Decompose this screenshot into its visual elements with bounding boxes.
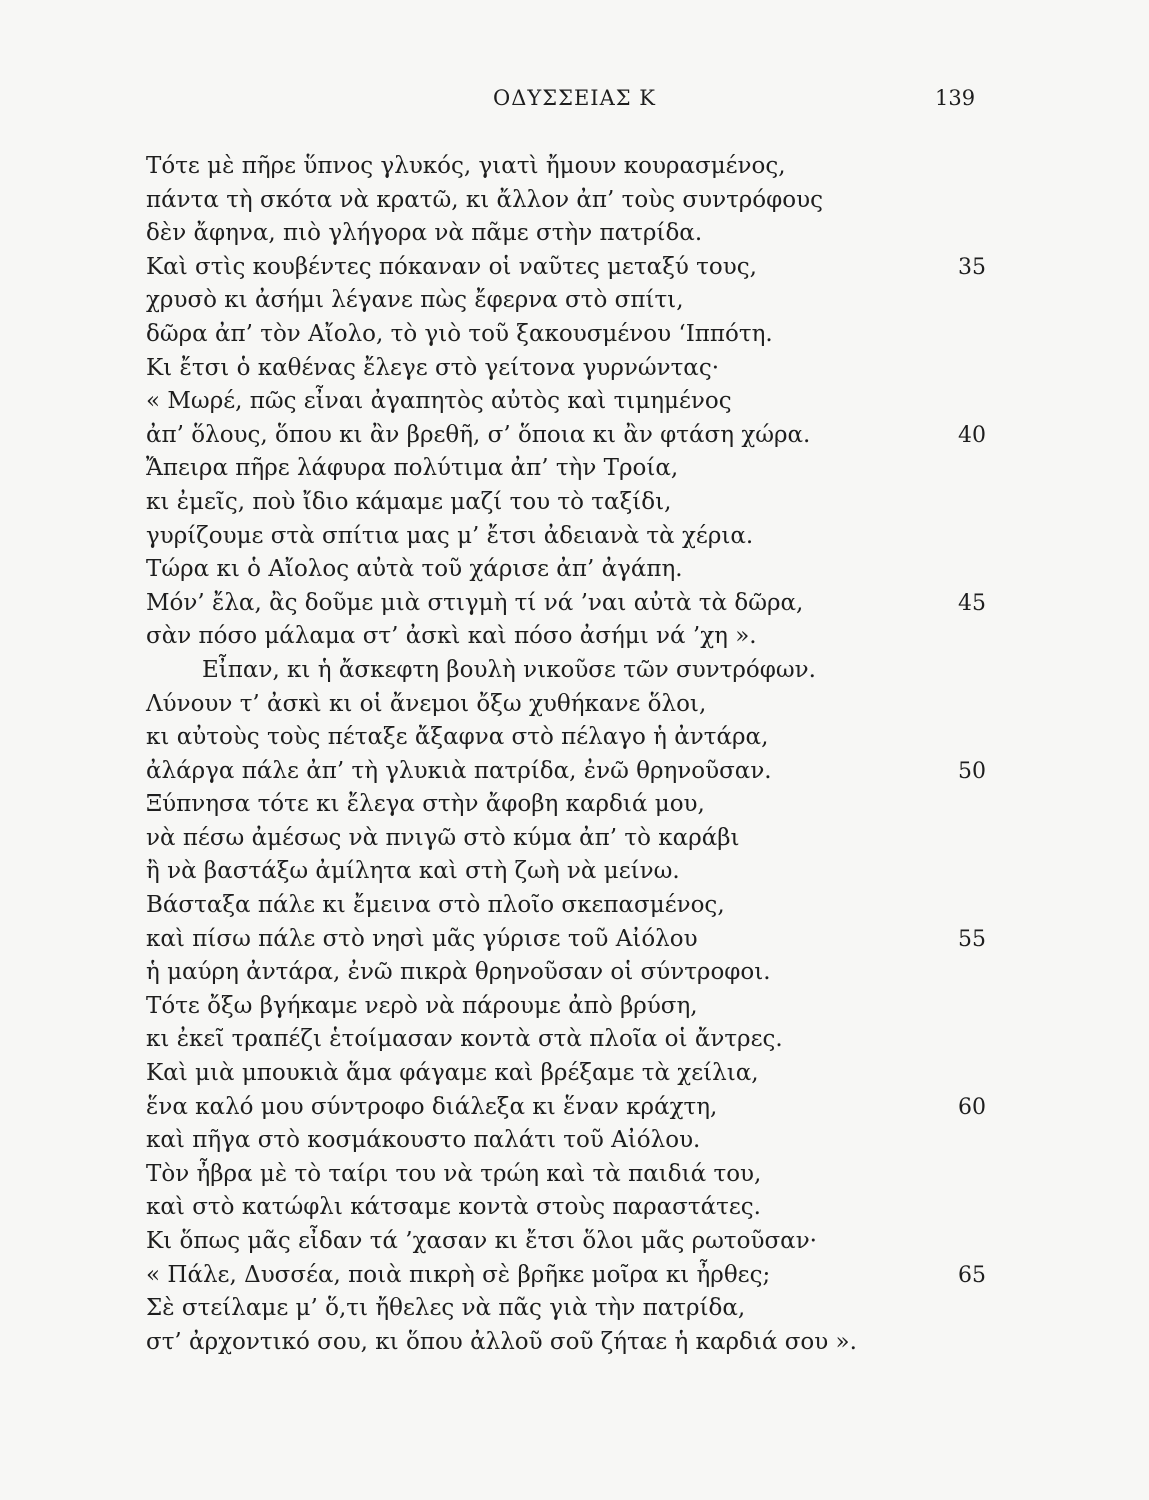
poem-line-text: Τότε μὲ πῆρε ὕπνος γλυκός, γιατὶ ἤμουν κουρασμένος,: [146, 153, 786, 179]
poem-line-text: ἀπ’ ὅλους, ὅπου κι ἂν βρεθῆ, σ’ ὅποια κι ἂν φτάση χώρα.: [146, 421, 811, 448]
poem-line: [146, 150, 996, 184]
poem-line: [146, 452, 996, 486]
poem-line: [146, 1124, 996, 1158]
poem-line: [146, 1326, 996, 1360]
poem-line-text: δῶρα ἀπ’ τὸν Αἴολο, τὸ γιὸ τοῦ ξακουσμένου ‘Ιππότη.: [146, 320, 773, 347]
poem-line-text: στ’ ἀρχοντικό σου, κι ὅπου ἀλλοῦ σοῦ ζήταε ἡ καρδιά σου ».: [146, 1328, 857, 1355]
poem-line: [146, 352, 996, 386]
poem-line: [146, 1057, 996, 1091]
poem-line-text: Σὲ στείλαμε μ’ ὅ,τι ἤθελες νὰ πᾶς γιὰ τὴν πατρίδα,: [146, 1295, 746, 1322]
line-number: 35: [958, 254, 986, 280]
poem-line-text: νὰ πέσω ἀμέσως νὰ πνιγῶ στὸ κύμα ἀπ’ τὸ καράβι: [146, 824, 740, 851]
poem-line: [146, 620, 996, 654]
poem-line: [146, 284, 996, 318]
poem-line: [146, 184, 996, 218]
poem-line-text: πάντα τὴ σκότα νὰ κρατῶ, κι ἄλλον ἀπ’ τοὺς συντρόφους: [146, 186, 823, 213]
poem-line: [146, 318, 996, 352]
poem-line-text: Μόν’ ἔλα, ἂς δοῦμε μιὰ στιγμὴ τί νά ’ναι αὐτὰ τὰ δῶρα,: [146, 589, 804, 616]
poem-line: [146, 1191, 996, 1225]
poem-line: [146, 217, 996, 251]
poem-line: [146, 788, 996, 822]
line-number: 45: [958, 590, 986, 616]
poem-line: [146, 822, 996, 856]
page-number: 139: [935, 86, 976, 110]
poem-line-text: καὶ πῆγα στὸ κοσμάκουστο παλάτι τοῦ Αἰόλου.: [146, 1127, 701, 1154]
poem-line-text: Κι ἔτσι ὁ καθένας ἔλεγε στὸ γείτονα γυρνώντας·: [146, 354, 720, 381]
poem-line: [146, 486, 996, 520]
poem-line-text: « Μωρέ, πῶς εἶναι ἀγαπητὸς αὐτὸς καὶ τιμημένος: [146, 388, 732, 415]
poem-line: [146, 654, 996, 688]
poem-line-text: κι αὐτοὺς τοὺς πέταξε ἄξαφνα στὸ πέλαγο ἡ ἀντάρα,: [146, 724, 769, 751]
poem-line-text: Καὶ στὶς κουβέντες πόκαναν οἱ ναῦτες μεταξύ τους,: [146, 253, 757, 280]
poem-line: [146, 1023, 996, 1057]
poem-body: [146, 150, 996, 1359]
line-number: 40: [958, 422, 986, 448]
poem-line-text: « Πάλε, Δυσσέα, ποιὰ πικρὴ σὲ βρῆκε μοῖρα κι ἦρθες;: [146, 1261, 771, 1288]
poem-line: [146, 721, 996, 755]
poem-line: [146, 385, 996, 419]
line-number: 65: [958, 1262, 986, 1288]
poem-line-text: Ξύπνησα τότε κι ἔλεγα στὴν ἄφοβη καρδιά μου,: [146, 791, 705, 818]
poem-line-text: Βάσταξα πάλε κι ἔμεινα στὸ πλοῖο σκεπασμένος,: [146, 892, 725, 919]
poem-line-text: Εἶπαν, κι ἡ ἄσκεφτη βουλὴ νικοῦσε τῶν συντρόφων.: [202, 656, 816, 683]
poem-line-text: ἕνα καλό μου σύντροφο διάλεξα κι ἕναν κράχτη,: [146, 1093, 718, 1120]
line-number: 55: [958, 926, 986, 952]
poem-line-text: ἀλάργα πάλε ἀπ’ τὴ γλυκιὰ πατρίδα, ἐνῶ θρηνοῦσαν.: [146, 757, 772, 784]
poem-line: [146, 855, 996, 889]
poem-line-text: Καὶ μιὰ μπουκιὰ ἅμα φάγαμε καὶ βρέξαμε τὰ χείλια,: [146, 1060, 759, 1087]
poem-line: [146, 553, 996, 587]
poem-line-text: κι ἐκεῖ τραπέζι ἑτοίμασαν κοντὰ στὰ πλοῖα οἱ ἄντρες.: [146, 1026, 783, 1053]
poem-line: [146, 1091, 996, 1125]
poem-line: [146, 990, 996, 1024]
poem-line-text: ἡ μαύρη ἀντάρα, ἐνῶ πικρὰ θρηνοῦσαν οἱ σύντροφοι.: [146, 959, 771, 986]
poem-line-text: Τότε ὄξω βγήκαμε νερὸ νὰ πάρουμε ἀπὸ βρύση,: [146, 992, 698, 1019]
poem-line-text: κι ἐμεῖς, ποὺ ἴδιο κάμαμε μαζί του τὸ ταξίδι,: [146, 488, 672, 515]
poem-line: [146, 755, 996, 789]
poem-line-text: Τὸν ἦβρα μὲ τὸ ταίρι του νὰ τρώη καὶ τὰ παιδιά του,: [146, 1160, 762, 1187]
poem-line: [146, 688, 996, 722]
line-number: 60: [958, 1094, 986, 1120]
poem-line-text: Λύνουν τ’ ἀσκὶ κι οἱ ἄνεμοι ὄξω χυθήκανε ὅλοι,: [146, 690, 707, 717]
poem-line-text: ἢ νὰ βαστάξω ἀμίλητα καὶ στὴ ζωὴ νὰ μείνω.: [146, 858, 680, 885]
poem-line: [146, 419, 996, 453]
poem-line: [146, 956, 996, 990]
poem-line-text: καὶ πίσω πάλε στὸ νησὶ μᾶς γύρισε τοῦ Αἰόλου: [146, 925, 698, 952]
line-number: 50: [958, 758, 986, 784]
poem-line: [146, 587, 996, 621]
poem-line-text: γυρίζουμε στὰ σπίτια μας μ’ ἔτσι ἀδειανὰ τὰ χέρια.: [146, 522, 754, 549]
poem-line: [146, 1259, 996, 1293]
poem-line-text: δὲν ἄφηνα, πιὸ γλήγορα νὰ πᾶμε στὴν πατρίδα.: [146, 220, 703, 247]
poem-line-text: σὰν πόσο μάλαμα στ’ ἀσκὶ καὶ πόσο ἀσήμι νά ’χη ».: [146, 623, 757, 650]
poem-line: [146, 251, 996, 285]
poem-line: [146, 889, 996, 923]
poem-line: [146, 923, 996, 957]
poem-line-text: χρυσὸ κι ἀσήμι λέγανε πὼς ἔφερνα στὸ σπίτι,: [146, 287, 684, 314]
poem-line-text: Τώρα κι ὁ Αἴολος αὐτὰ τοῦ χάρισε ἀπ’ ἀγάπη.: [146, 556, 683, 583]
poem-line: [146, 1158, 996, 1192]
poem-line-text: καὶ στὸ κατώφλι κάτσαμε κοντὰ στοὺς παραστάτες.: [146, 1194, 761, 1221]
poem-line-text: Ἄπειρα πῆρε λάφυρα πολύτιμα ἀπ’ τὴν Τροία,: [146, 455, 679, 482]
poem-line: [146, 1292, 996, 1326]
poem-line-text: Κι ὅπως μᾶς εἶδαν τά ’χασαν κι ἔτσι ὅλοι μᾶς ρωτοῦσαν·: [146, 1228, 817, 1254]
running-header: ΟΔΥΣΣΕΙΑΣ Κ: [493, 86, 656, 110]
poem-line: [146, 520, 996, 554]
poem-line: [146, 1225, 996, 1259]
